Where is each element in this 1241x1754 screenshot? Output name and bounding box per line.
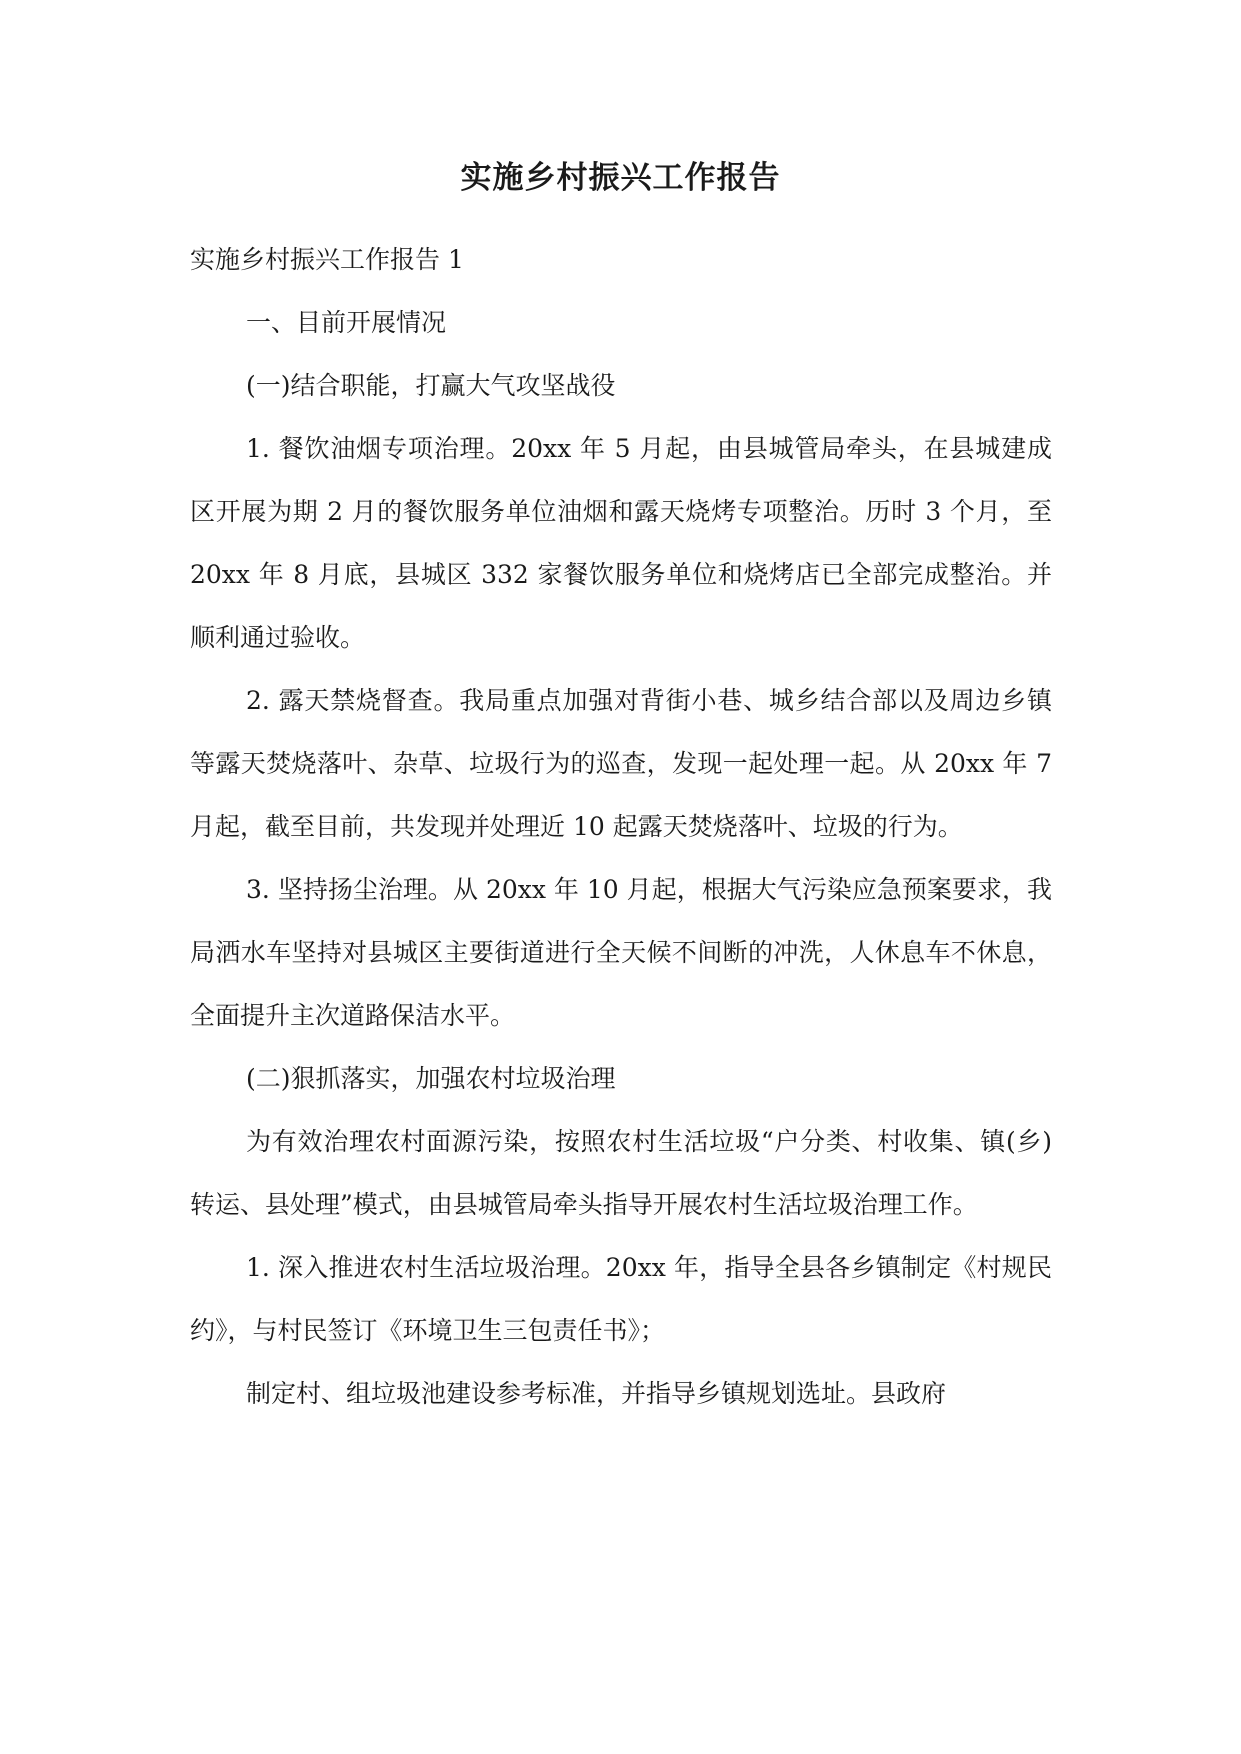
- document-title: 实施乡村振兴工作报告: [460, 160, 781, 196]
- section-heading-1: 一、目前开展情况: [246, 308, 447, 337]
- paragraph-rural-waste-1: 1. 深入推进农村生活垃圾治理。20xx 年，指导全县各乡镇制定《村规民约》，与村民签订《环境卫生三包责任书》；: [190, 1253, 1052, 1345]
- paragraph-open-burning: 2. 露天禁烧督查。我局重点加强对背街小巷、城乡结合部以及周边乡镇等露天焚烧落叶、杂草、垃圾行为的巡查，发现一起处理一起。从 20xx 年 7 月起，截至目前，共发现并处理近 10 起露天焚烧落叶、垃圾的行为。: [190, 686, 1052, 841]
- paragraph-waste-pool-standard: 制定村、组垃圾池建设参考标准，并指导乡镇规划选址。县政府: [246, 1379, 947, 1408]
- paragraph-dust-control: 3. 坚持扬尘治理。从 20xx 年 10 月起，根据大气污染应急预案要求，我局洒水车坚持对县城区主要街道进行全天候不间断的冲洗，人休息车不休息，全面提升主次道路保洁水平。: [190, 875, 1052, 1030]
- paragraph-rural-waste-intro: 为有效治理农村面源污染，按照农村生活垃圾“户分类、村收集、镇(乡)转运、县处理”模式，由县城管局牵头指导开展农村生活垃圾治理工作。: [190, 1127, 1052, 1219]
- paragraph-catering-smoke: 1. 餐饮油烟专项治理。20xx 年 5 月起，由县城管局牵头，在县城建成区开展为期 2 月的餐饮服务单位油烟和露天烧烤专项整治。历时 3 个月，至 20xx 年 8 月底，县城区 332 家餐饮服务单位和烧烤店已全部完成整治。并顺利通过验收。: [190, 434, 1052, 652]
- report-subtitle: 实施乡村振兴工作报告 1: [190, 245, 464, 274]
- document-body: [190, 228, 1052, 1425]
- subsection-heading-2: (二)狠抓落实，加强农村垃圾治理: [246, 1064, 616, 1093]
- subsection-heading-1: (一)结合职能，打赢大气攻坚战役: [246, 371, 616, 400]
